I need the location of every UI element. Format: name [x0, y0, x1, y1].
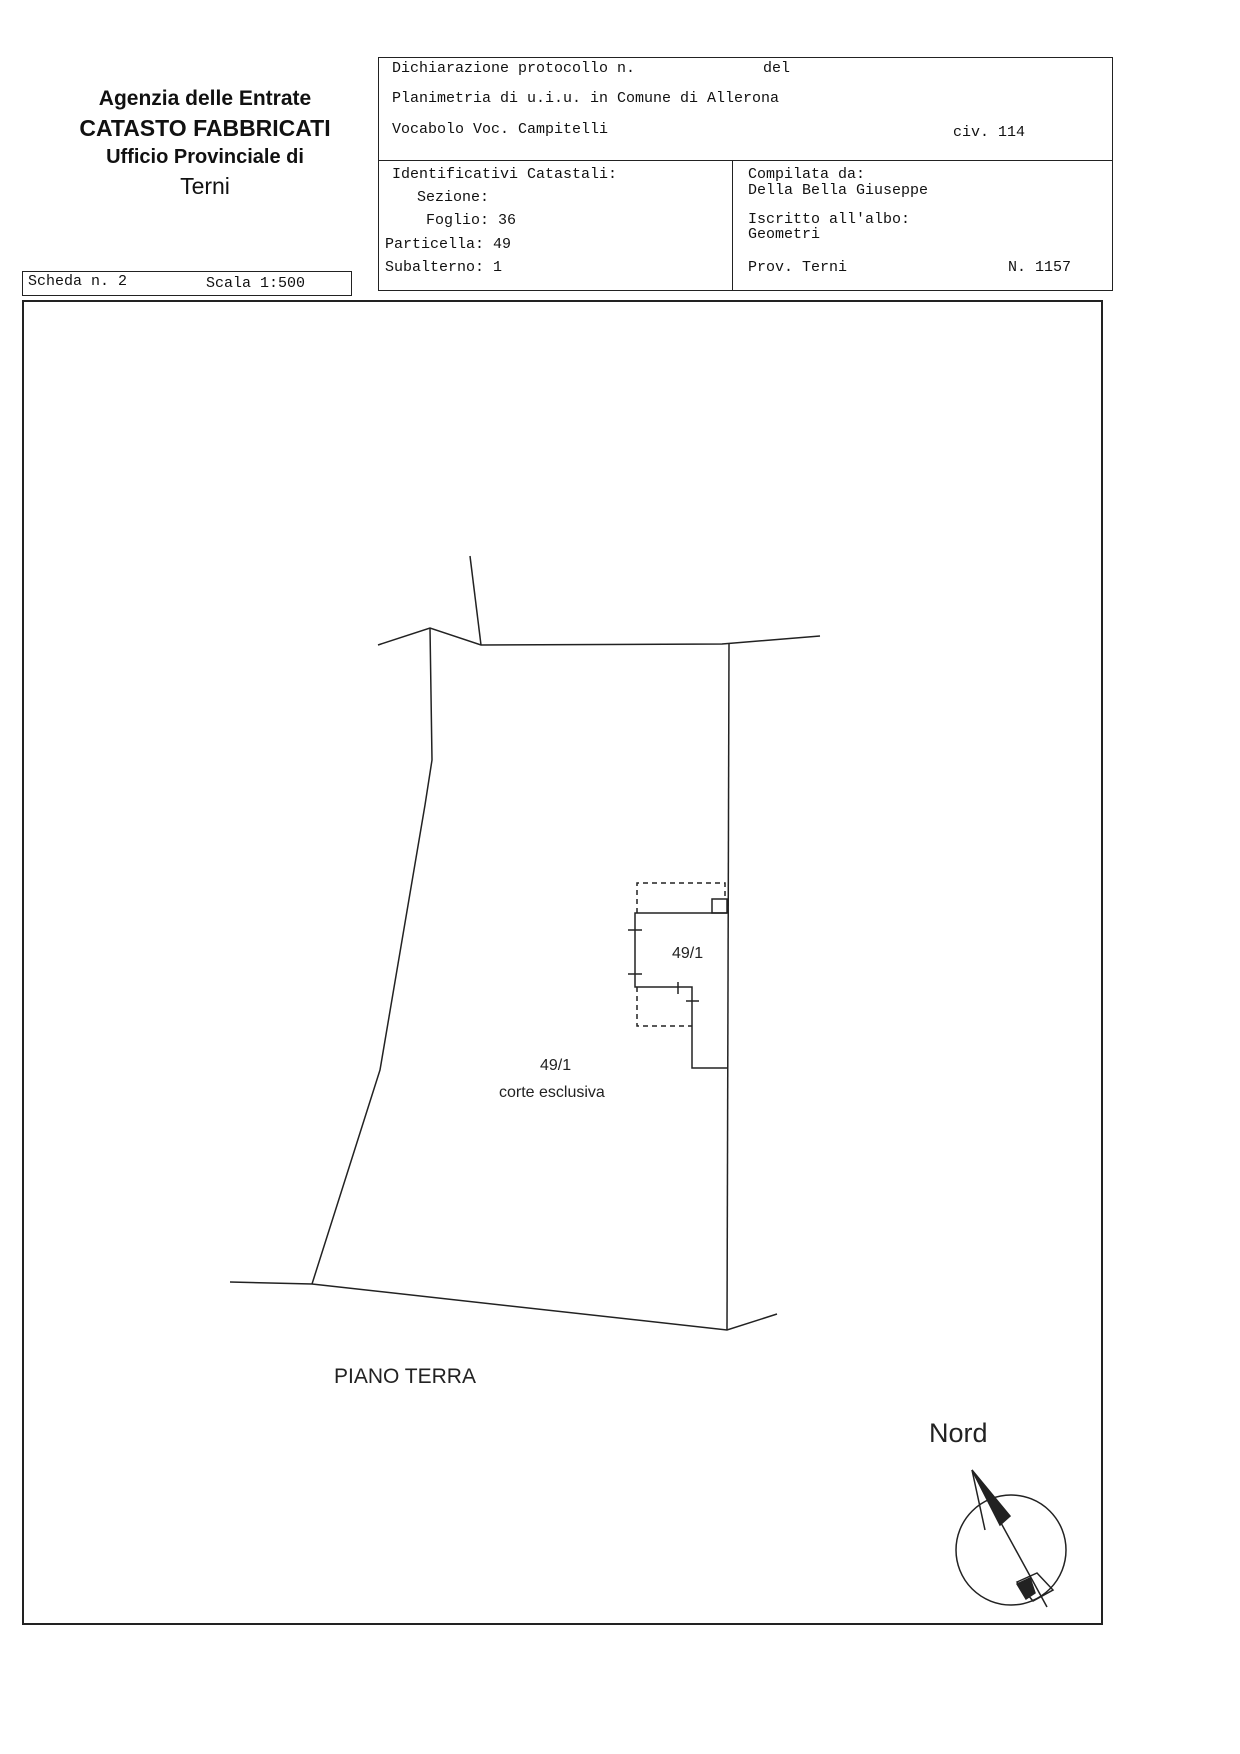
- north-arrow-icon: [956, 1470, 1066, 1607]
- compiler-name: Della Bella Giuseppe: [748, 182, 929, 199]
- subalterno-value: Subalterno: 1: [385, 259, 503, 276]
- sheet-number: Scheda n. 2: [28, 273, 128, 290]
- del-label: del: [763, 60, 791, 77]
- office-label: Ufficio Provinciale di: [106, 146, 304, 168]
- scale-label: Scala 1:500: [206, 275, 306, 292]
- floor-label: PIANO TERRA: [334, 1365, 476, 1388]
- unit-label: 49/1: [672, 945, 704, 962]
- north-label: Nord: [929, 1418, 988, 1448]
- compiler-label: Compilata da:: [748, 166, 866, 183]
- identifiers-title: Identificativi Catastali:: [392, 166, 618, 183]
- planimetry-line: Planimetria di u.i.u. in Comune di Allerona: [392, 90, 780, 107]
- boundary-right: [727, 644, 729, 1330]
- court-id: 49/1: [540, 1057, 572, 1074]
- boundary-top: [378, 628, 820, 645]
- agency-name: Agenzia delle Entrate: [98, 87, 312, 110]
- boundary-left: [312, 628, 432, 1284]
- sezione-label: Sezione:: [417, 189, 490, 206]
- building-outline: [635, 913, 727, 1068]
- court-label: corte esclusiva: [499, 1084, 605, 1101]
- boundary-stub: [470, 556, 481, 645]
- albo-label: Iscritto all'albo:: [748, 211, 911, 228]
- albo-value: Geometri: [748, 226, 821, 243]
- office-city: Terni: [180, 173, 230, 199]
- protocol-label: Dichiarazione protocollo n.: [392, 60, 636, 77]
- building-annex: [712, 899, 727, 913]
- boundary-bottom: [230, 1282, 777, 1330]
- province-label: Prov. Terni: [748, 259, 848, 276]
- civic-number: civ. 114: [953, 124, 1026, 141]
- vocabolo-line: Vocabolo Voc. Campitelli: [392, 121, 609, 138]
- particella-value: Particella: 49: [385, 236, 512, 253]
- foglio-value: Foglio: 36: [426, 212, 517, 229]
- building-dashed-bottom: [637, 987, 692, 1026]
- catasto-title: CATASTO FABBRICATI: [79, 115, 331, 142]
- registration-number: N. 1157: [1008, 259, 1072, 276]
